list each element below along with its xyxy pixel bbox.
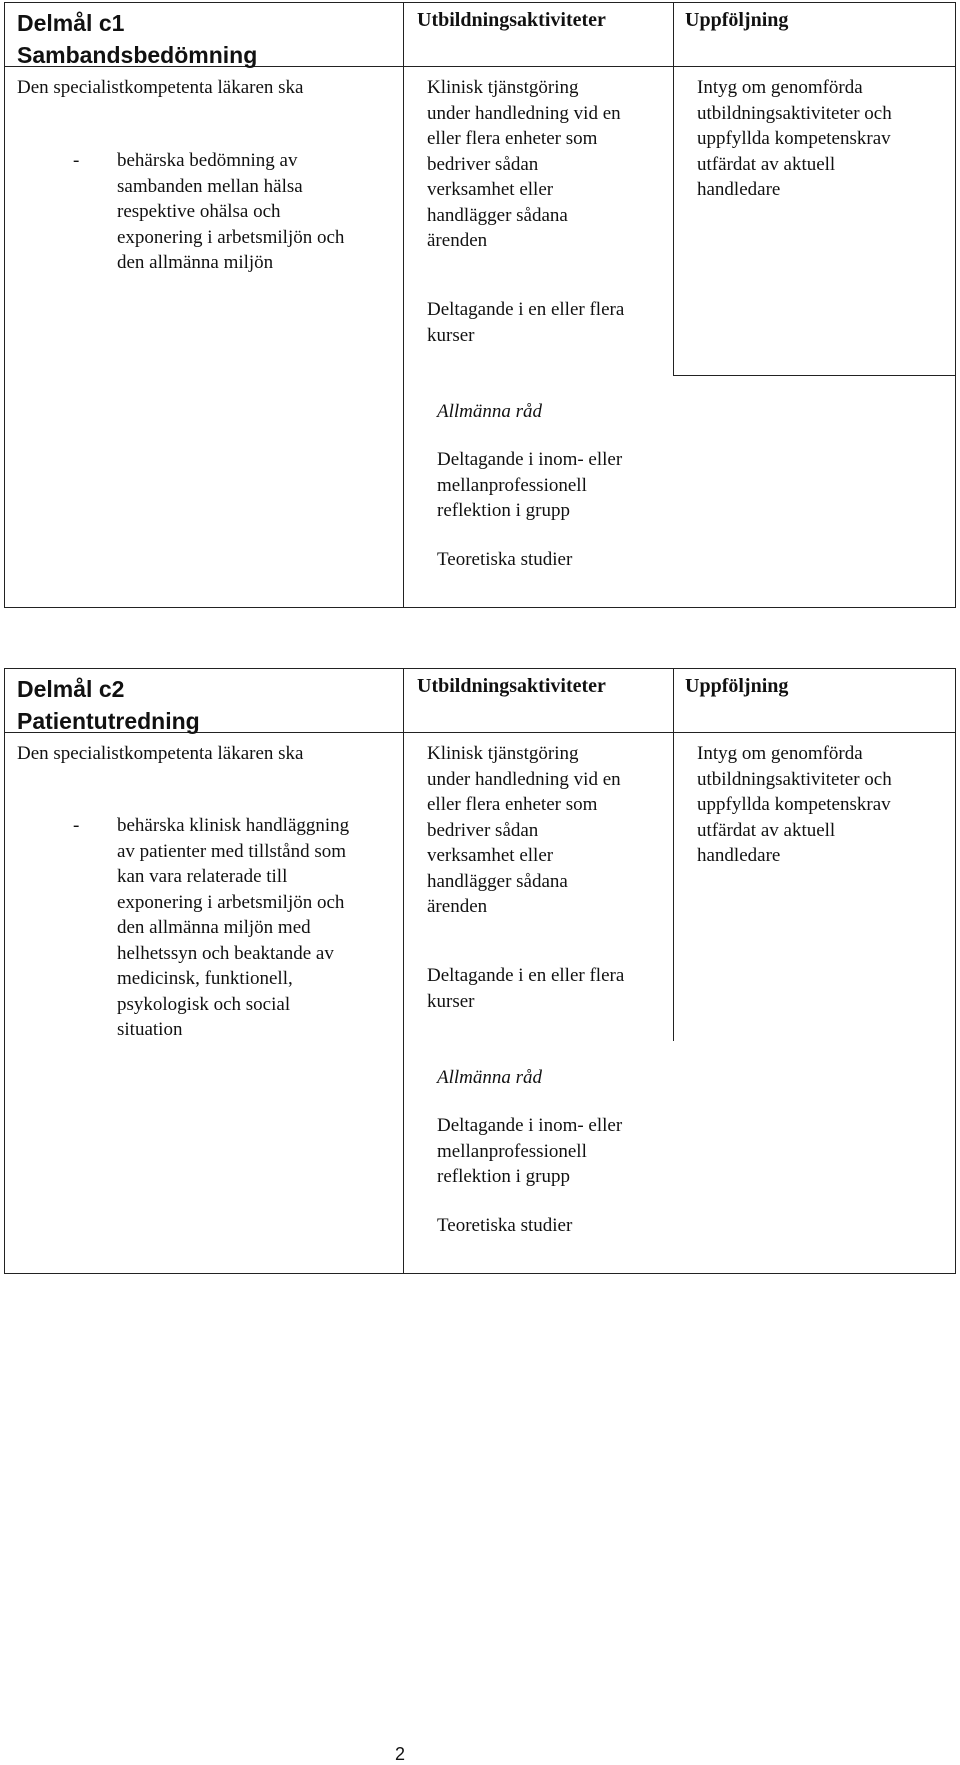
goal-name: Sambandsbedömning	[17, 42, 258, 68]
advice-theory: Teoretiska studier	[437, 549, 573, 570]
followup-header: Uppföljning	[685, 675, 789, 697]
goal-code: Delmål c1	[17, 10, 125, 36]
goal-title	[17, 7, 257, 71]
column-divider-2	[673, 3, 674, 375]
activities-header: Utbildningsaktiviteter	[417, 9, 606, 31]
column-divider-1	[403, 669, 404, 1273]
bullet-dash: -	[73, 150, 80, 171]
activity-clinical-service: Klinisk tjänstgöring under handledning vid en eller flera enheter som bedriver sådan verksamhet eller handlägger sådana ärenden	[427, 77, 621, 251]
goal-name: Patientutredning	[17, 708, 200, 734]
goal-bullet-text: behärska bedömning av sambanden mellan hälsa respektive ohälsa och exponering i arbetsmiljön och den allmänna miljön	[117, 150, 345, 273]
goal-c2-table	[4, 668, 956, 1274]
goal-title	[17, 673, 200, 737]
activity-courses: Deltagande i en eller flera kurser	[427, 965, 625, 1012]
column-divider-2	[673, 669, 674, 1041]
goal-intro: Den specialistkompetenta läkaren ska	[17, 77, 304, 98]
goal-code: Delmål c2	[17, 676, 125, 702]
page-number: 2	[395, 1744, 406, 1764]
bullet-dash: -	[73, 815, 80, 836]
goal-bullet-text: behärska klinisk handläggning av patienter med tillstånd som kan vara relaterade till exponering i arbetsmiljön och den allmänna miljön med helhetssyn och beaktande av medicinsk, funktionell, psykologisk och social situation	[117, 815, 350, 1040]
general-advice-heading: Allmänna råd	[437, 1067, 543, 1088]
advice-reflection: Deltagande i inom- eller mellanprofessionell reflektion i grupp	[437, 1115, 623, 1187]
activity-courses: Deltagande i en eller flera kurser	[427, 299, 625, 346]
followup-text: Intyg om genomförda utbildningsaktiviteter och uppfyllda kompetenskrav utfärdat av aktuell handledare	[697, 743, 892, 866]
activity-clinical-service: Klinisk tjänstgöring under handledning vid en eller flera enheter som bedriver sådan verksamhet eller handlägger sådana ärenden	[427, 743, 621, 917]
activities-header: Utbildningsaktiviteter	[417, 675, 606, 697]
followup-header: Uppföljning	[685, 9, 789, 31]
advice-row-divider	[673, 375, 955, 376]
general-advice-heading: Allmänna råd	[437, 401, 543, 422]
column-divider-1	[403, 3, 404, 607]
followup-text: Intyg om genomförda utbildningsaktiviteter och uppfyllda kompetenskrav utfärdat av aktuell handledare	[697, 77, 892, 200]
goal-c1-table	[4, 2, 956, 608]
advice-theory: Teoretiska studier	[437, 1215, 573, 1236]
advice-reflection: Deltagande i inom- eller mellanprofessionell reflektion i grupp	[437, 449, 623, 521]
goal-intro: Den specialistkompetenta läkaren ska	[17, 743, 304, 764]
